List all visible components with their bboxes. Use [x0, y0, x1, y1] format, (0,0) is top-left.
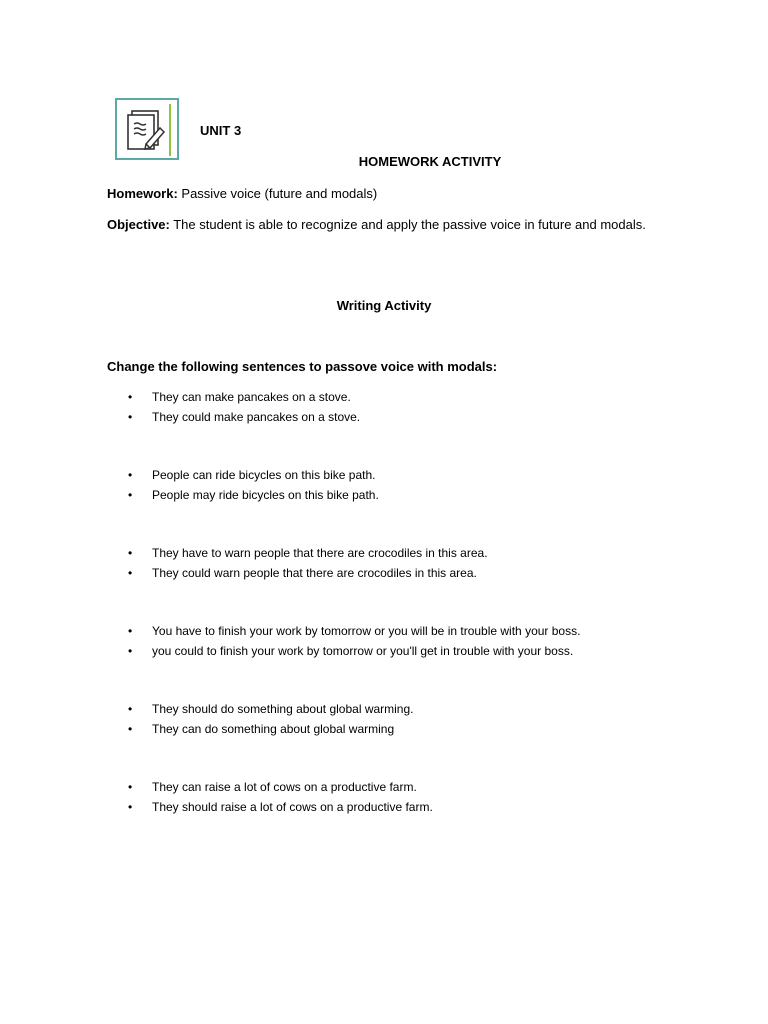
bullet-icon: • — [128, 546, 133, 560]
sentence-text: They could make pancakes on a stove. — [152, 409, 361, 424]
activity-title: HOMEWORK ACTIVITY — [358, 154, 502, 169]
sentence-text: They can raise a lot of cows on a productive farm. — [152, 780, 417, 794]
list-item — [128, 408, 688, 428]
objective-text: The student is able to recognize and apply the passive voice in future and modals. — [169, 217, 646, 232]
sentence-text: People may ride bicycles on this bike path. — [152, 487, 379, 502]
unit-title: UNIT 3 — [200, 123, 242, 138]
bullet-icon: • — [128, 799, 133, 814]
sentence-text: They have to warn people that there are crocodiles in this area. — [152, 546, 488, 560]
sentence-text: They can make pancakes on a stove. — [152, 390, 351, 404]
sentence-text: They should do something about global warming. — [152, 702, 414, 716]
writing-activity-title: Writing Activity — [336, 298, 432, 313]
bullet-icon: • — [128, 643, 133, 658]
notebook-pen-glyph — [126, 108, 168, 152]
list-item — [128, 388, 688, 408]
bullet-icon: • — [128, 624, 133, 638]
list-item — [128, 544, 688, 564]
logo-accent-bar — [169, 104, 171, 156]
list-item — [128, 798, 688, 818]
bullet-icon: • — [128, 702, 133, 716]
list-item — [128, 622, 688, 642]
objective-paragraph — [107, 215, 661, 235]
notebook-pen-icon — [115, 98, 179, 160]
sentence-group-4 — [128, 622, 688, 661]
sentence-text: you could to finish your work by tomorrow or you'll get in trouble with your boss. — [152, 643, 574, 658]
list-item — [128, 778, 688, 798]
list-item — [128, 720, 688, 740]
bullet-icon: • — [128, 780, 133, 794]
list-item — [128, 642, 688, 662]
list-item — [128, 486, 688, 506]
list-item — [128, 564, 688, 584]
sentence-group-5 — [128, 700, 688, 739]
instruction-text: Change the following sentences to passove voice with modals: — [107, 359, 498, 374]
sentence-group-3 — [128, 544, 688, 583]
sentence-text: They should raise a lot of cows on a productive farm. — [152, 799, 433, 814]
bullet-icon: • — [128, 565, 133, 580]
list-item — [128, 466, 688, 486]
bullet-icon: • — [128, 390, 133, 404]
list-item — [128, 700, 688, 720]
sentence-group-6 — [128, 778, 688, 817]
sentence-text: They can do something about global warming — [152, 721, 395, 736]
sentence-text: They could warn people that there are crocodiles in this area. — [152, 565, 477, 580]
sentence-group-1 — [128, 388, 688, 427]
sentence-text: You have to finish your work by tomorrow or you will be in trouble with your boss. — [152, 624, 581, 638]
homework-text: Passive voice (future and modals) — [177, 186, 378, 201]
bullet-icon: • — [128, 721, 133, 736]
bullet-icon: • — [128, 468, 133, 482]
sentence-group-2 — [128, 466, 688, 505]
sentence-text: People can ride bicycles on this bike path. — [152, 468, 376, 482]
bullet-icon: • — [128, 487, 133, 502]
bullet-icon: • — [128, 409, 133, 424]
homework-line — [107, 184, 661, 204]
homework-label: Homework: — [107, 186, 178, 201]
objective-label: Objective: — [107, 217, 170, 232]
